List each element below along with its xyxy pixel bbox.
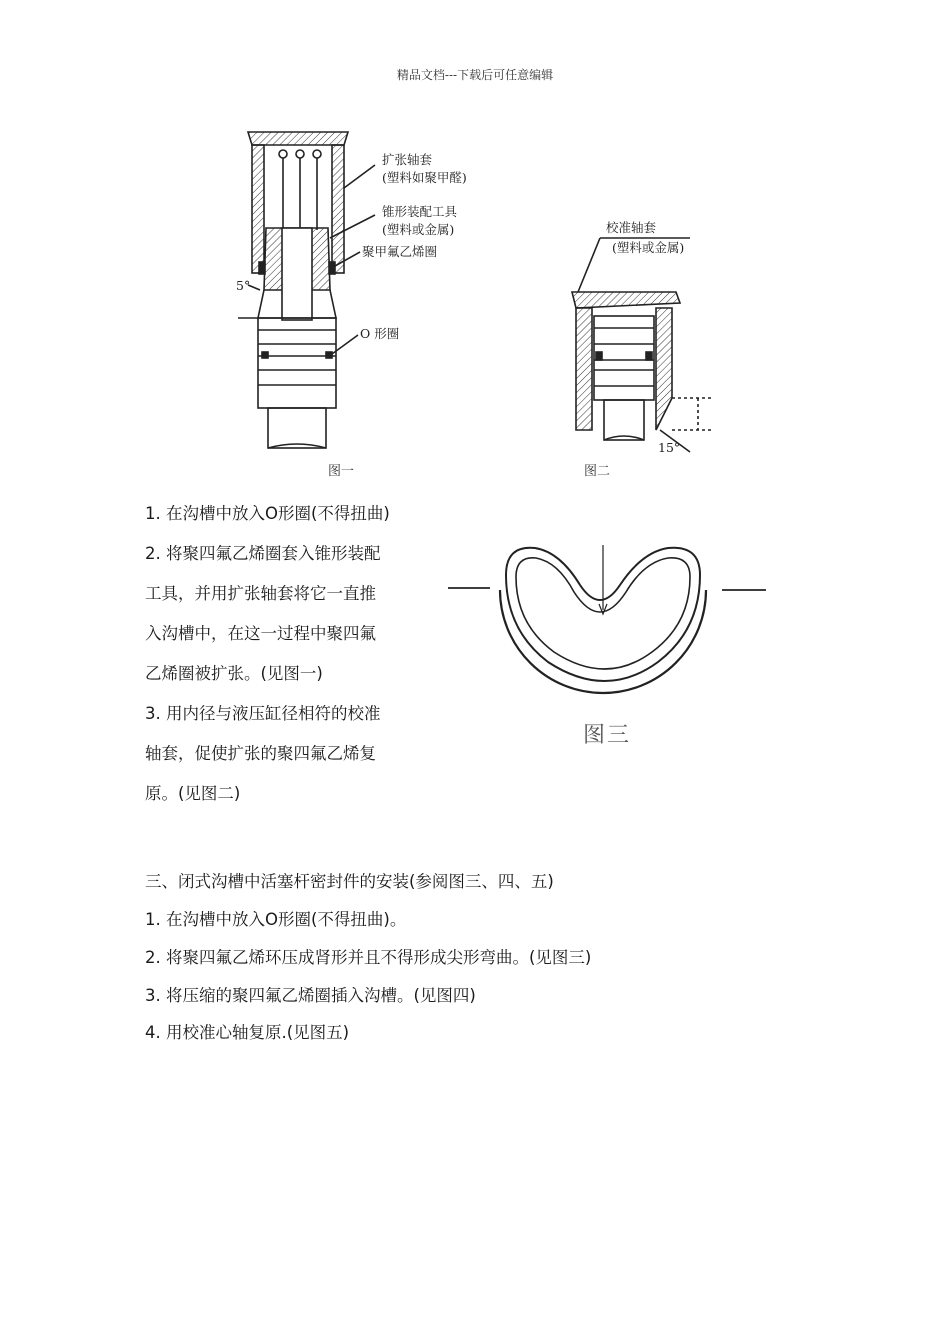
step-text-line: 3. 用内径与液压缸径相符的校准: [145, 704, 381, 723]
section-three-step: 4. 用校准心轴复原.(见图五): [145, 1023, 350, 1042]
label-expansion-sleeve-note: (塑料如聚甲醛): [382, 170, 467, 185]
label-o-ring: O 形圈: [360, 326, 400, 341]
section-three-step: 1. 在沟槽中放入O形圈(不得扭曲)。: [145, 910, 407, 929]
label-angle-5: 5°: [236, 278, 251, 293]
step-text-line: 入沟槽中，在这一过程中聚四氟: [145, 624, 376, 643]
figure-two-caption: 图二: [584, 464, 611, 479]
step-text-line: 1. 在沟槽中放入O形圈(不得扭曲): [145, 504, 390, 523]
page-header: 精品文档---下载后可任意编辑: [396, 68, 554, 82]
figure-three: [448, 545, 766, 693]
step-text-line: 工具，并用扩张轴套将它一直推: [145, 584, 376, 603]
label-angle-15: 15°: [658, 440, 681, 455]
section-three-step: 3. 将压缩的聚四氟乙烯圈插入沟槽。(见图四): [145, 986, 476, 1005]
section-three-title: 三、闭式沟槽中活塞杆密封件的安装(参阅图三、四、五): [145, 872, 554, 891]
figure-two: [572, 238, 712, 452]
figure-three-caption: 图三: [583, 723, 632, 748]
figure-one-caption: 图一: [328, 464, 355, 479]
section-three-step: 2. 将聚四氟乙烯环压成肾形并且不得形成尖形弯曲。(见图三): [145, 948, 592, 967]
figure-one: [238, 132, 375, 448]
label-calibration-sleeve-note: (塑料或金属): [612, 240, 685, 255]
label-cone-tool: 锥形装配工具: [382, 204, 458, 219]
label-calibration-sleeve: 校准轴套: [606, 220, 657, 235]
step-text-line: 原。(见图二): [145, 784, 241, 803]
step-text-line: 轴套，促使扩张的聚四氟乙烯复: [145, 744, 376, 763]
label-cone-tool-note: (塑料或金属): [382, 222, 455, 237]
label-ptfe-ring: 聚甲氟乙烯圈: [362, 244, 438, 259]
step-text-line: 乙烯圈被扩张。(见图一): [145, 664, 323, 683]
step-text-line: 2. 将聚四氟乙烯圈套入锥形装配: [145, 544, 381, 563]
label-expansion-sleeve: 扩张轴套: [382, 152, 433, 167]
